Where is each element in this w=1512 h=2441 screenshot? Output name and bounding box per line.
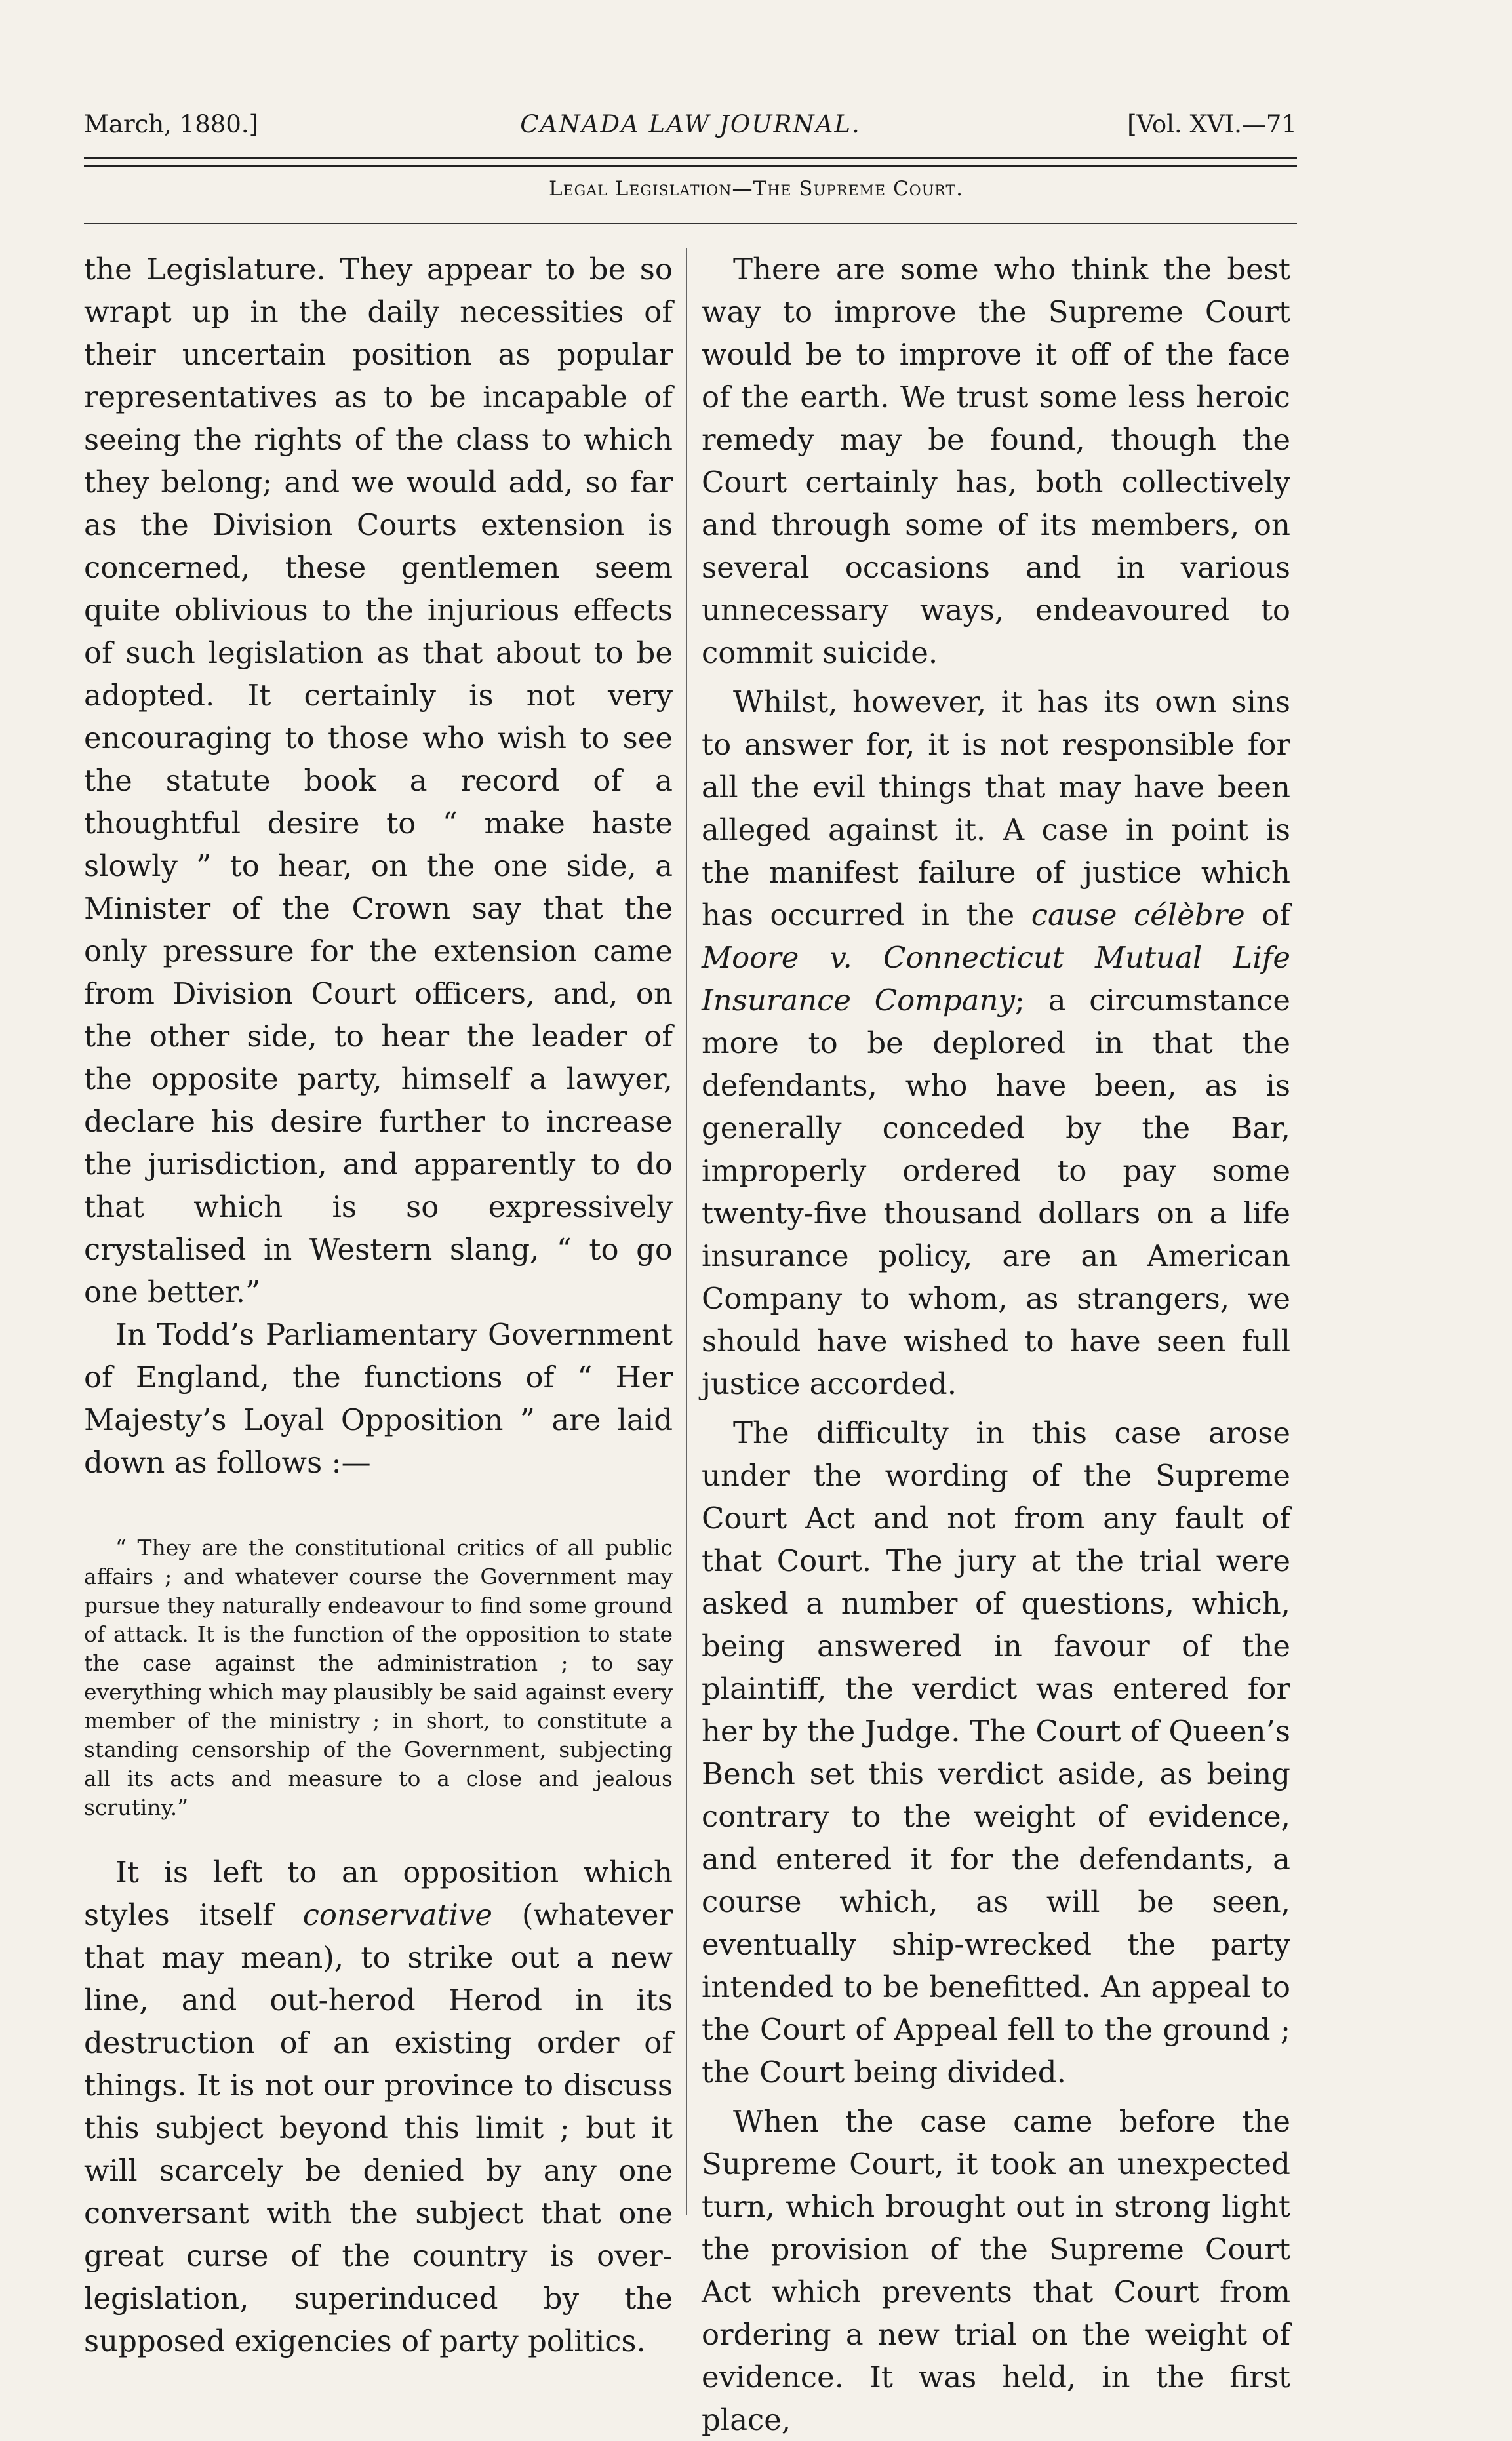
header-volume: [Vol. XVI.—71 (1127, 110, 1297, 138)
column-divider (686, 248, 687, 2215)
right-paragraph-2-text-c: ; a circumstance more to be deplored in that the defendants, who have been, as is generally conceded by the Bar, improperly ordered to pay some twenty-five thousand dollars on a life insurance policy, are an American Company to whom, as strangers, we should have wished to have seen full justice accorded. (702, 983, 1290, 1401)
left-paragraph-2: In Todd’s Parliamentary Government of England, the functions of “ Her Majesty’s Loyal Opposition ” are laid down as follows :— (84, 1317, 673, 1480)
left-paragraph-3 (84, 1851, 673, 2362)
left-paragraph-3-text-a: It is left to an opposition which styles itself (84, 1855, 673, 1932)
header-journal-title: CANADA LAW JOURNAL. (520, 110, 861, 138)
right-paragraph-2-cause-celebre: cause célèbre (1031, 898, 1245, 932)
quote-text: “ They are the constitutional critics of all public affairs ; and whatever course the Government may pursue they naturally endeavour to find some ground of attack. It is the function of the opposition to state the case against the administration ; to say everything which may plausibly be said against every member of the ministry ; in short, to constitute a standing censorship of the Government, subjecting all its acts and measure to a close and jealous scrutiny.” (84, 1535, 673, 1820)
paragraph-gap (702, 1405, 1290, 1412)
right-paragraph-1: There are some who think the best way to improve the Supreme Court would be to improve it off of the face of the earth. We trust some less heroic remedy may be found, though the Court certainly has, both collectively and through some of its members, on several occasions and in various unnecessary ways, endeavoured to commit suicide. (702, 252, 1290, 670)
left-column (84, 248, 673, 2362)
block-quote (84, 1534, 673, 1822)
section-title: Legal Legislation—The Supreme Court. (549, 177, 963, 201)
right-paragraph-3: The difficulty in this case arose under the wording of the Supreme Court Act and not from any fault of that Court. The jury at the trial were asked a number of questions, which, being answered in favour of the plaintiff, the verdict was entered for her by the Judge. The Court of Queen’s Bench set this verdict aside, as being contrary to the weight of evidence, and entered it for the defendants, a course which, as will be seen, eventually ship-wrecked the party intended to be benefitted. An appeal to the Court of Appeal fell to the ground ; the Court being divided. (702, 1416, 1290, 2090)
right-paragraph-2-text-a: Whilst, however, it has its own sins to answer for, it is not responsible for all the evil things that may have been alleged against it. A case in point is the manifest failure of justice which has occurred in the (702, 685, 1290, 932)
right-paragraph-2-case-name: Moore v. Connecticut Mutual Life Insurance Company (702, 940, 1290, 1018)
left-paragraph-3-text-b: (whatever that may mean), to strike out a new line, and out-herod Herod in its destruction of an existing order of things. It is not our province to discuss this subject beyond this limit ; but it will scarcely be denied by any one conversant with the subject that one great curse of the country is over-legislation, superinduced by the supposed exigencies of party politics. (84, 1897, 673, 2358)
section-rule (84, 223, 1297, 224)
right-paragraph-2-text-b: of (1244, 898, 1290, 932)
header-date: March, 1880.] (84, 110, 259, 138)
right-column (702, 248, 1290, 2441)
right-paragraph-4: When the case came before the Supreme Court, it took an unexpected turn, which brought out in strong light the provision of the Supreme Court Act which prevents that Court from ordering a new trial on the weight of evidence. It was held, in the first place, (702, 2104, 1290, 2437)
paragraph-gap (702, 2094, 1290, 2100)
paragraph-gap (702, 674, 1290, 681)
left-paragraph-1: the Legislature. They appear to be so wrapt up in the daily necessities of their uncertain position as popular representatives as to be incapable of seeing the rights of the class to which they belong; and we would add, so far as the Division Courts extension is concerned, these gentlemen seem quite oblivious to the injurious effects of such legislation as that about to be adopted. It certainly is not very encouraging to those who wish to see the statute book a record of a thoughtful desire to “ make haste slowly ” to hear, on the one side, a Minister of the Crown say that the only pressure for the extension came from Division Court officers, and, on the other side, to hear the leader of the opposite party, himself a lawyer, declare his desire further to increase the jurisdiction, and apparently to do that which is so expressively crystalised in Western slang, “ to go one better.” (84, 252, 673, 1309)
running-head (84, 110, 1297, 149)
header-double-rule (84, 157, 1297, 167)
right-paragraph-2 (702, 681, 1290, 1405)
left-paragraph-3-emphasis: conservative (302, 1897, 492, 1932)
